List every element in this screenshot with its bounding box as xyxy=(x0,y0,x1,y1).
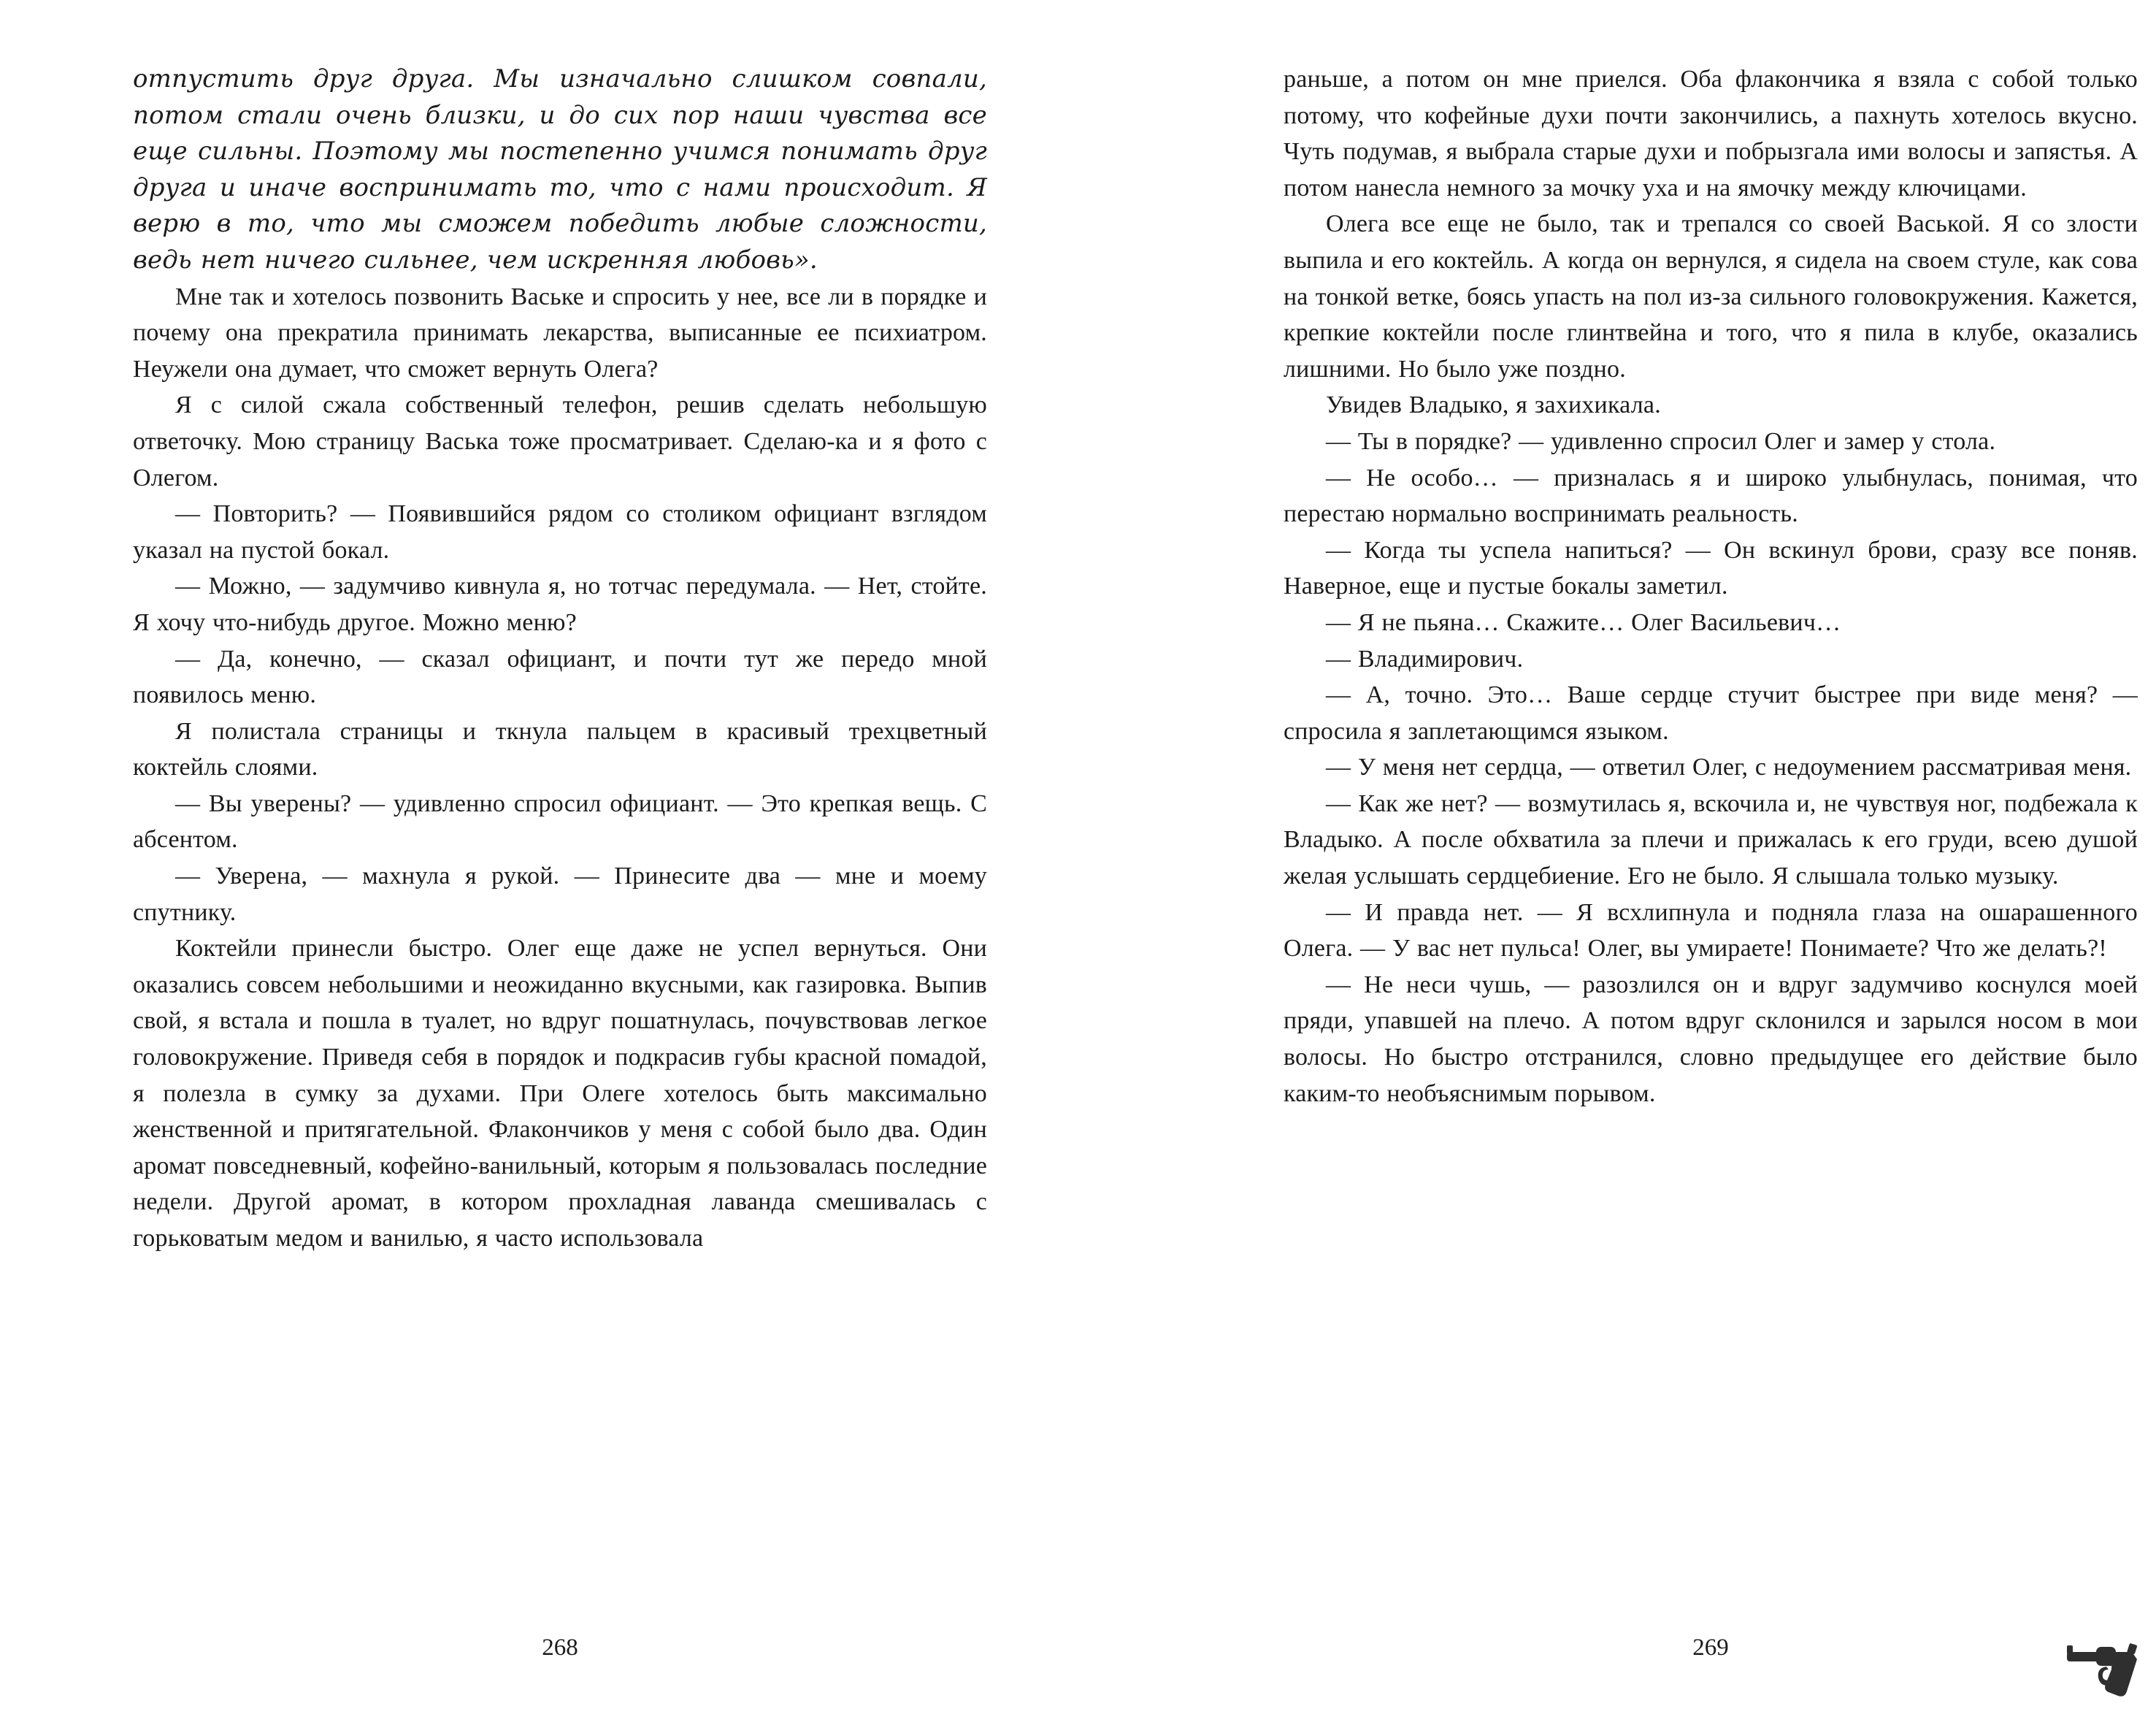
paragraph: — Вы уверены? — удивленно спросил официант. — Это крепкая вещь. С абсентом. xyxy=(133,789,987,854)
paragraph: — Да, конечно, — сказал официант, и почти тут же передо мной появилось меню. xyxy=(133,645,987,709)
paragraph: — Повторить? — Появившийся рядом со столиком официант взглядом указал на пустой бокал. xyxy=(133,500,987,564)
page-number-left: 268 xyxy=(542,1634,578,1661)
paragraph: — А, точно. Это… Ваше сердце стучит быстрее при виде меня? — спросила я заплетающимся языком. xyxy=(1284,681,2138,745)
paragraph: — Как же нет? — возмутилась я, вскочила и, не чувствуя ног, подбежала к Владыко. А после обхватила за плечи и прижалась к его груди, всею душой желая услышать сердцебиение. Его не было. Я слышала только музыку. xyxy=(1284,789,2138,890)
page-left-text xyxy=(133,61,987,1257)
page-right xyxy=(1078,0,2156,1725)
paragraph: — Владимирович. xyxy=(1326,645,1524,673)
paragraph: Мне так и хотелось позвонить Ваське и спросить у нее, все ли в порядке и почему она прекратила принимать лекарства, выписанные ее психиатром. Неужели она думает, что сможет вернуть Олега? xyxy=(133,283,987,383)
paragraph: — Я не пьяна… Скажите… Олег Васильевич… xyxy=(1326,608,1841,636)
paragraph: — И правда нет. — Я всхлипнула и подняла глаза на ошарашенного Олега. — У вас нет пульса! Олег, вы умираете! Понимаете? Что же делать?! xyxy=(1284,898,2138,963)
paragraph: Я с силой сжала собственный телефон, решив сделать небольшую ответочку. Мою страницу Васька тоже просматривает. Сделаю-ка и я фото с Олегом. xyxy=(133,391,987,492)
paragraph: Коктейли принесли быстро. Олег еще даже не успел вернуться. Они оказались совсем небольшими и неожиданно вкусными, как газировка. Выпив свой, я встала и пошла в туалет, но вдруг пошатнулась, почувствовав легкое головокружение. Приведя себя в порядок и подкрасив губы красной помадой, я полезла в сумку за духами. При Олеге хотелось быть максимально женственной и притягательной. Флакончиков у меня с собой было два. Один аромат повседневный, кофейно-ванильный, которым я пользовалась последние недели. Другой аромат, в котором прохладная лаванда смешивалась с горьковатым медом и ванилью, я часто использовала xyxy=(133,935,987,1252)
paragraph: — Когда ты успела напиться? — Он вскинул брови, сразу все поняв. Наверное, еще и пустые бокалы заметил. xyxy=(1284,536,2138,600)
paragraph: раньше, а потом он мне приелся. Оба флакончика я взяла с собой только потому, что кофейные духи почти закончились, а пахнуть хотелось вкусно. Чуть подумав, я выбрала старые духи и побрызгала ими волосы и запястья. А потом нанесла немного за мочку уха и на ямочку между ключицами. xyxy=(1284,66,2138,202)
page-number-right: 269 xyxy=(1692,1634,1729,1661)
paragraph: — Можно, — задумчиво кивнула я, но тотчас передумала. — Нет, стойте. Я хочу что-нибудь другое. Можно меню? xyxy=(133,573,987,636)
paragraph: — Ты в порядке? — удивленно спросил Олег и замер у стола. xyxy=(1326,427,1996,455)
paragraph: Олега все еще не было, так и трепался со своей Васькой. Я со злости выпила и его коктейль. А когда он вернулся, я сидела на своем стуле, как сова на тонкой ветке, боясь упасть на пол из-за сильного головокружения. Кажется, крепкие коктейли после глинтвейна и того, что я пила в клубе, оказались лишними. Но было уже поздно. xyxy=(1284,210,2138,383)
paragraph: — У меня нет сердца, — ответил Олег, с недоумением рассматривая меня. xyxy=(1326,754,2132,781)
paragraph: — Не особо… — призналась я и широко улыбнулась, понимая, что перестаю нормально воспринимать реальность. xyxy=(1284,464,2138,528)
paragraph: отпустить друг друга. Мы изначально слишком совпали, потом стали очень близки, и до сих пор наши чувства все еще сильны. Поэтому мы постепенно учимся понимать друг друга и иначе воспринимать то, что с нами происходит. Я верю в то, что мы сможем победить любые сложности, ведь нет ничего сильнее, чем искренняя любовь». xyxy=(133,64,987,275)
paragraph: Увидев Владыко, я захихикала. xyxy=(1326,391,1661,419)
revolver-icon xyxy=(2064,1634,2146,1705)
paragraph: — Уверена, — махнула я рукой. — Принесите два — мне и моему спутнику. xyxy=(133,862,987,926)
paragraph: — Не неси чушь, — разозлился он и вдруг задумчиво коснулся моей пряди, упавшей на плечо. А потом вдруг склонился и зарылся носом в мои волосы. Но быстро отстранился, словно предыдущее его действие было каким-то необъяснимым порывом. xyxy=(1284,971,2138,1107)
paragraph: Я полистала страницы и ткнула пальцем в красивый трехцветный коктейль слоями. xyxy=(133,717,987,781)
page-right-text xyxy=(1284,61,2138,1112)
